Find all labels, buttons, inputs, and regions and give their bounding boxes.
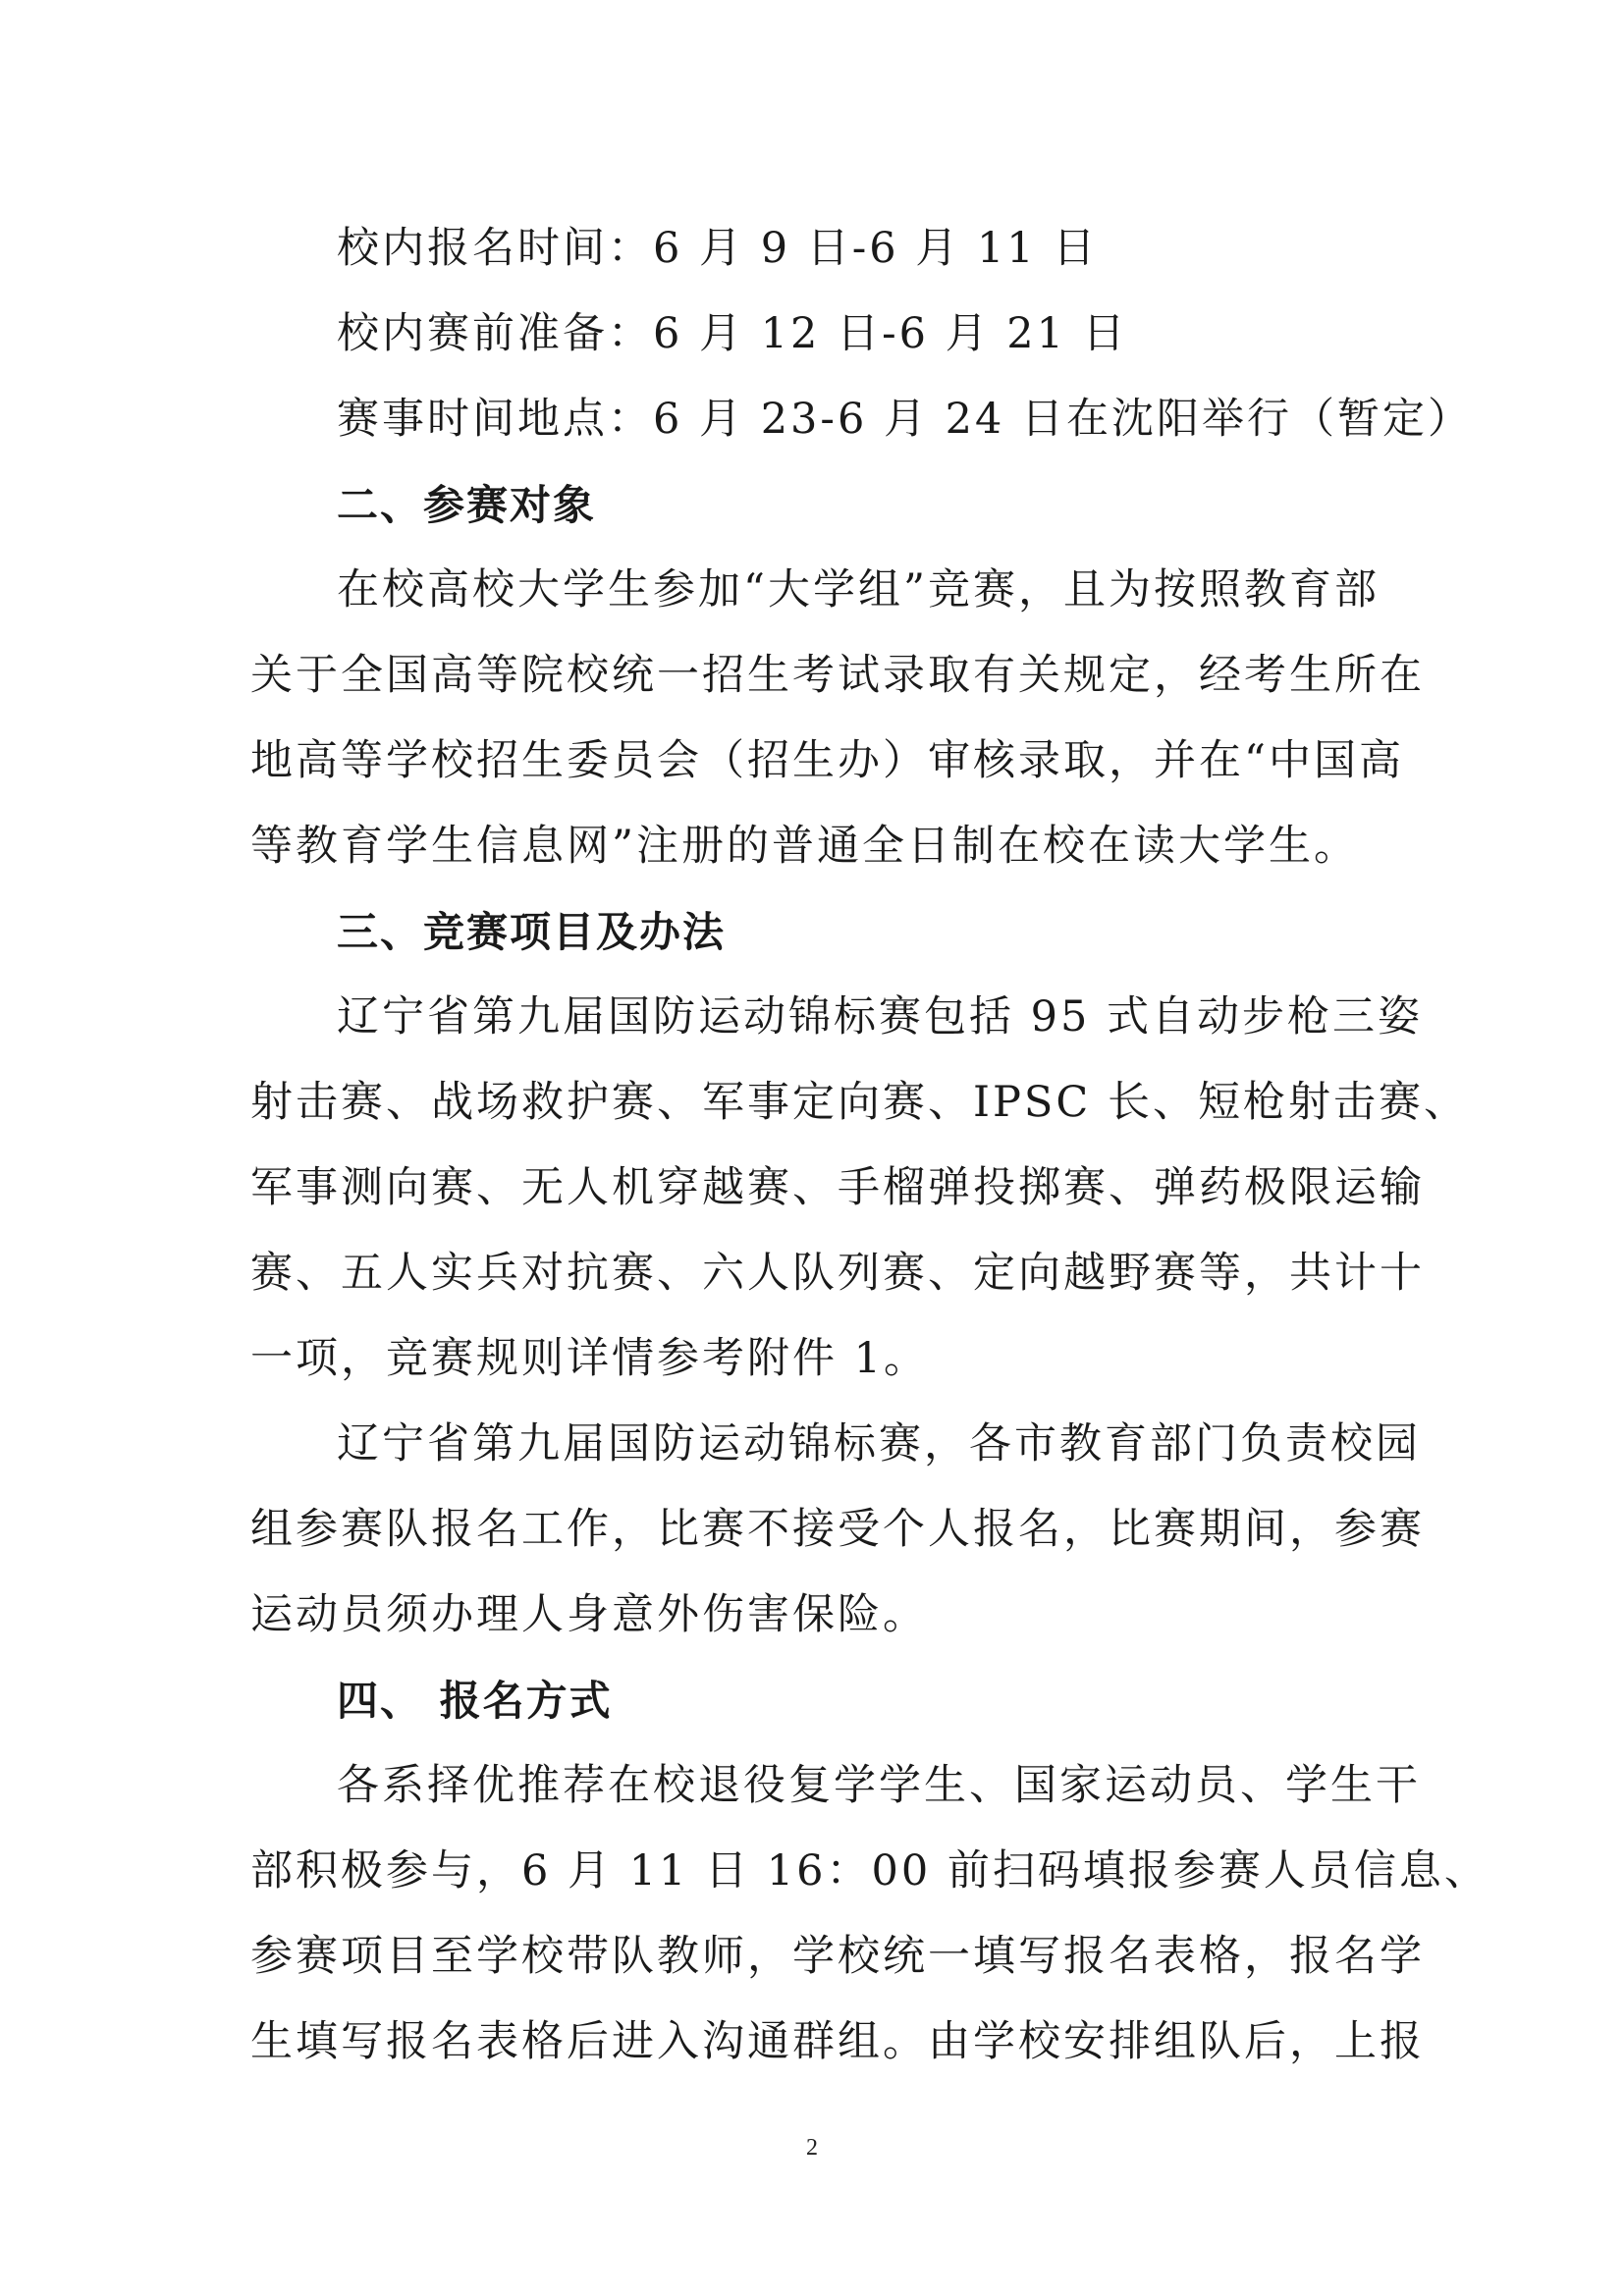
paragraph-line: 赛、五人实兵对抗赛、六人队列赛、定向越野赛等，共计十 — [250, 1249, 1425, 1298]
paragraph-line: 部积极参与，6 月 11 日 16：00 前扫码填报参赛人员信息、 — [250, 1846, 1489, 1896]
event-time-venue: 赛事时间地点：6 月 23-6 月 24 日在沈阳举行（暂定） — [337, 395, 1474, 444]
paragraph-line: 参赛项目至学校带队教师，学校统一填写报名表格，报名学 — [250, 1932, 1425, 1981]
preparation-time: 校内赛前准备：6 月 12 日-6 月 21 日 — [337, 309, 1128, 358]
page-number: 2 — [806, 2135, 818, 2161]
paragraph-line: 生填写报名表格后进入沟通群组。由学校安排组队后，上报 — [250, 2017, 1425, 2066]
section-heading-registration: 四、 报名方式 — [337, 1677, 613, 1725]
registration-time: 校内报名时间：6 月 9 日-6 月 11 日 — [337, 224, 1099, 273]
paragraph-line: 军事测向赛、无人机穿越赛、手榴弹投掷赛、弹药极限运输 — [250, 1163, 1425, 1212]
paragraph-line: 射击赛、战场救护赛、军事定向赛、IPSC 长、短枪射击赛、 — [250, 1078, 1469, 1127]
document-body — [250, 206, 1489, 2085]
paragraph-line: 辽宁省第九届国防运动锦标赛包括 95 式自动步枪三姿 — [337, 992, 1424, 1041]
paragraph-line: 地高等学校招生委员会（招生办）审核录取，并在“中国高 — [250, 736, 1404, 785]
section-heading-events: 三、竞赛项目及办法 — [337, 908, 727, 956]
paragraph-line: 等教育学生信息网”注册的普通全日制在校在读大学生。 — [250, 822, 1359, 871]
paragraph-line: 组参赛队报名工作，比赛不接受个人报名，比赛期间，参赛 — [250, 1505, 1425, 1554]
paragraph-line: 关于全国高等院校统一招生考试录取有关规定，经考生所在 — [250, 651, 1425, 700]
paragraph-line: 辽宁省第九届国防运动锦标赛，各市教育部门负责校园 — [337, 1419, 1421, 1468]
paragraph-line: 运动员须办理人身意外伤害保险。 — [250, 1590, 928, 1639]
paragraph-line: 各系择优推荐在校退役复学学生、国家运动员、学生干 — [337, 1761, 1421, 1810]
paragraph-line: 一项，竞赛规则详情参考附件 1。 — [250, 1334, 930, 1383]
section-heading-participants: 二、参赛对象 — [337, 481, 597, 529]
paragraph-line: 在校高校大学生参加“大学组”竞赛，且为按照教育部 — [337, 565, 1380, 614]
